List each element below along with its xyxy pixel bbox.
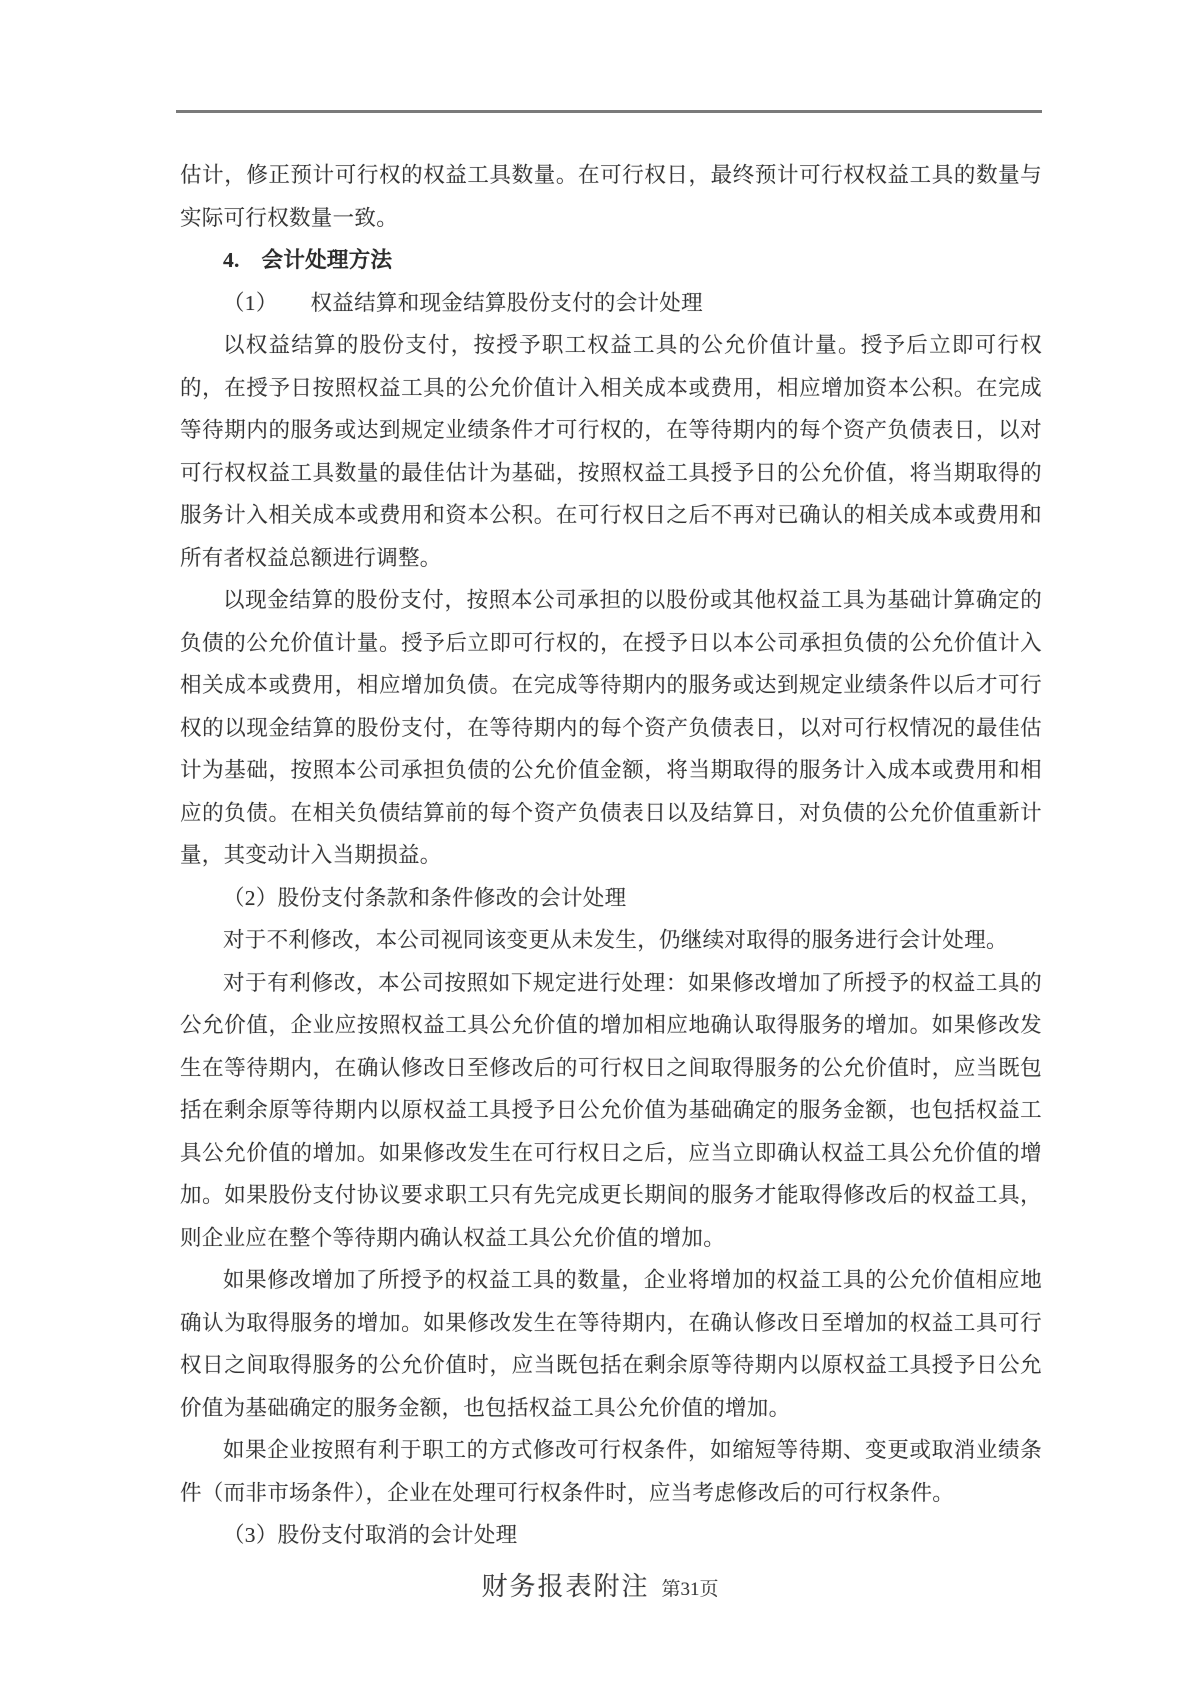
header-rule <box>176 110 1042 113</box>
subsection-heading-1: （1） 权益结算和现金结算股份支付的会计处理 <box>223 290 703 315</box>
notes-content <box>180 154 1042 1557</box>
footer-page-number: 第31页 <box>661 1579 719 1600</box>
section-heading-4: 4. 会计处理方法 <box>223 248 393 272</box>
subsection-heading-3: （3）股份支付取消的会计处理 <box>223 1523 518 1547</box>
paragraph-cash-settled: 以现金结算的股份支付，按照本公司承担的以股份或其他权益工具为基础计算确定的负债的公允价值计量。授予后立即可行权的，在授予日以本公司承担负债的公允价值计入相关成本或费用，相应增加负债。在完成等待期内的服务或达到规定业绩条件以后才可行权的以现金结算的股份支付，在等待期内的每个资产负债表日，以对可行权情况的最佳估计为基础，按照本公司承担负债的公允价值金额，将当期取得的服务计入成本或费用和相应的负债。在相关负债结算前的每个资产负债表日以及结算日，对负债的公允价值重新计量，其变动计入当期损益。 <box>180 588 1042 867</box>
page-footer <box>0 1566 1200 1603</box>
paragraph-vesting-conditions: 如果企业按照有利于职工的方式修改可行权条件，如缩短等待期、变更或取消业绩条件（而非市场条件），企业在处理可行权条件时，应当考虑修改后的可行权条件。 <box>180 1438 1042 1505</box>
paragraph-carryover: 估计，修正预计可行权的权益工具数量。在可行权日，最终预计可行权权益工具的数量与实际可行权数量一致。 <box>180 163 1042 230</box>
footer-title: 财务报表附注 <box>481 1572 650 1601</box>
paragraph-equity-settled: 以权益结算的股份支付，按授予职工权益工具的公允价值计量。授予后立即可行权的，在授予日按照权益工具的公允价值计入相关成本或费用，相应增加资本公积。在完成等待期内的服务或达到规定业绩条件才可行权的，在等待期内的每个资产负债表日，以对可行权权益工具数量的最佳估计为基础，按照权益工具授予日的公允价值，将当期取得的服务计入相关成本或费用和资本公积。在可行权日之后不再对已确认的相关成本或费用和所有者权益总额进行调整。 <box>180 333 1042 570</box>
paragraph-unfavorable-modification: 对于不利修改，本公司视同该变更从未发生，仍继续对取得的服务进行会计处理。 <box>223 928 1008 952</box>
subsection-heading-2: （2）股份支付条款和条件修改的会计处理 <box>223 885 627 910</box>
paragraph-increased-quantity: 如果修改增加了所授予的权益工具的数量，企业将增加的权益工具的公允价值相应地确认为取得服务的增加。如果修改发生在等待期内，在确认修改日至增加的权益工具可行权日之间取得服务的公允价值时，应当既包括在剩余原等待期内以原权益工具授予日公允价值为基础确定的服务金额，也包括权益工具公允价值的增加。 <box>180 1268 1042 1420</box>
paragraph-favorable-modification: 对于有利修改，本公司按照如下规定进行处理：如果修改增加了所授予的权益工具的公允价值，企业应按照权益工具公允价值的增加相应地确认取得服务的增加。如果修改发生在等待期内，在确认修改日至修改后的可行权日之间取得服务的公允价值时，应当既包括在剩余原等待期内以原权益工具授予日公允价值为基础确定的服务金额，也包括权益工具公允价值的增加。如果修改发生在可行权日之后，应当立即确认权益工具公允价值的增加。如果股份支付协议要求职工只有先完成更长期间的服务才能取得修改后的权益工具，则企业应在整个等待期内确认权益工具公允价值的增加。 <box>180 970 1042 1250</box>
